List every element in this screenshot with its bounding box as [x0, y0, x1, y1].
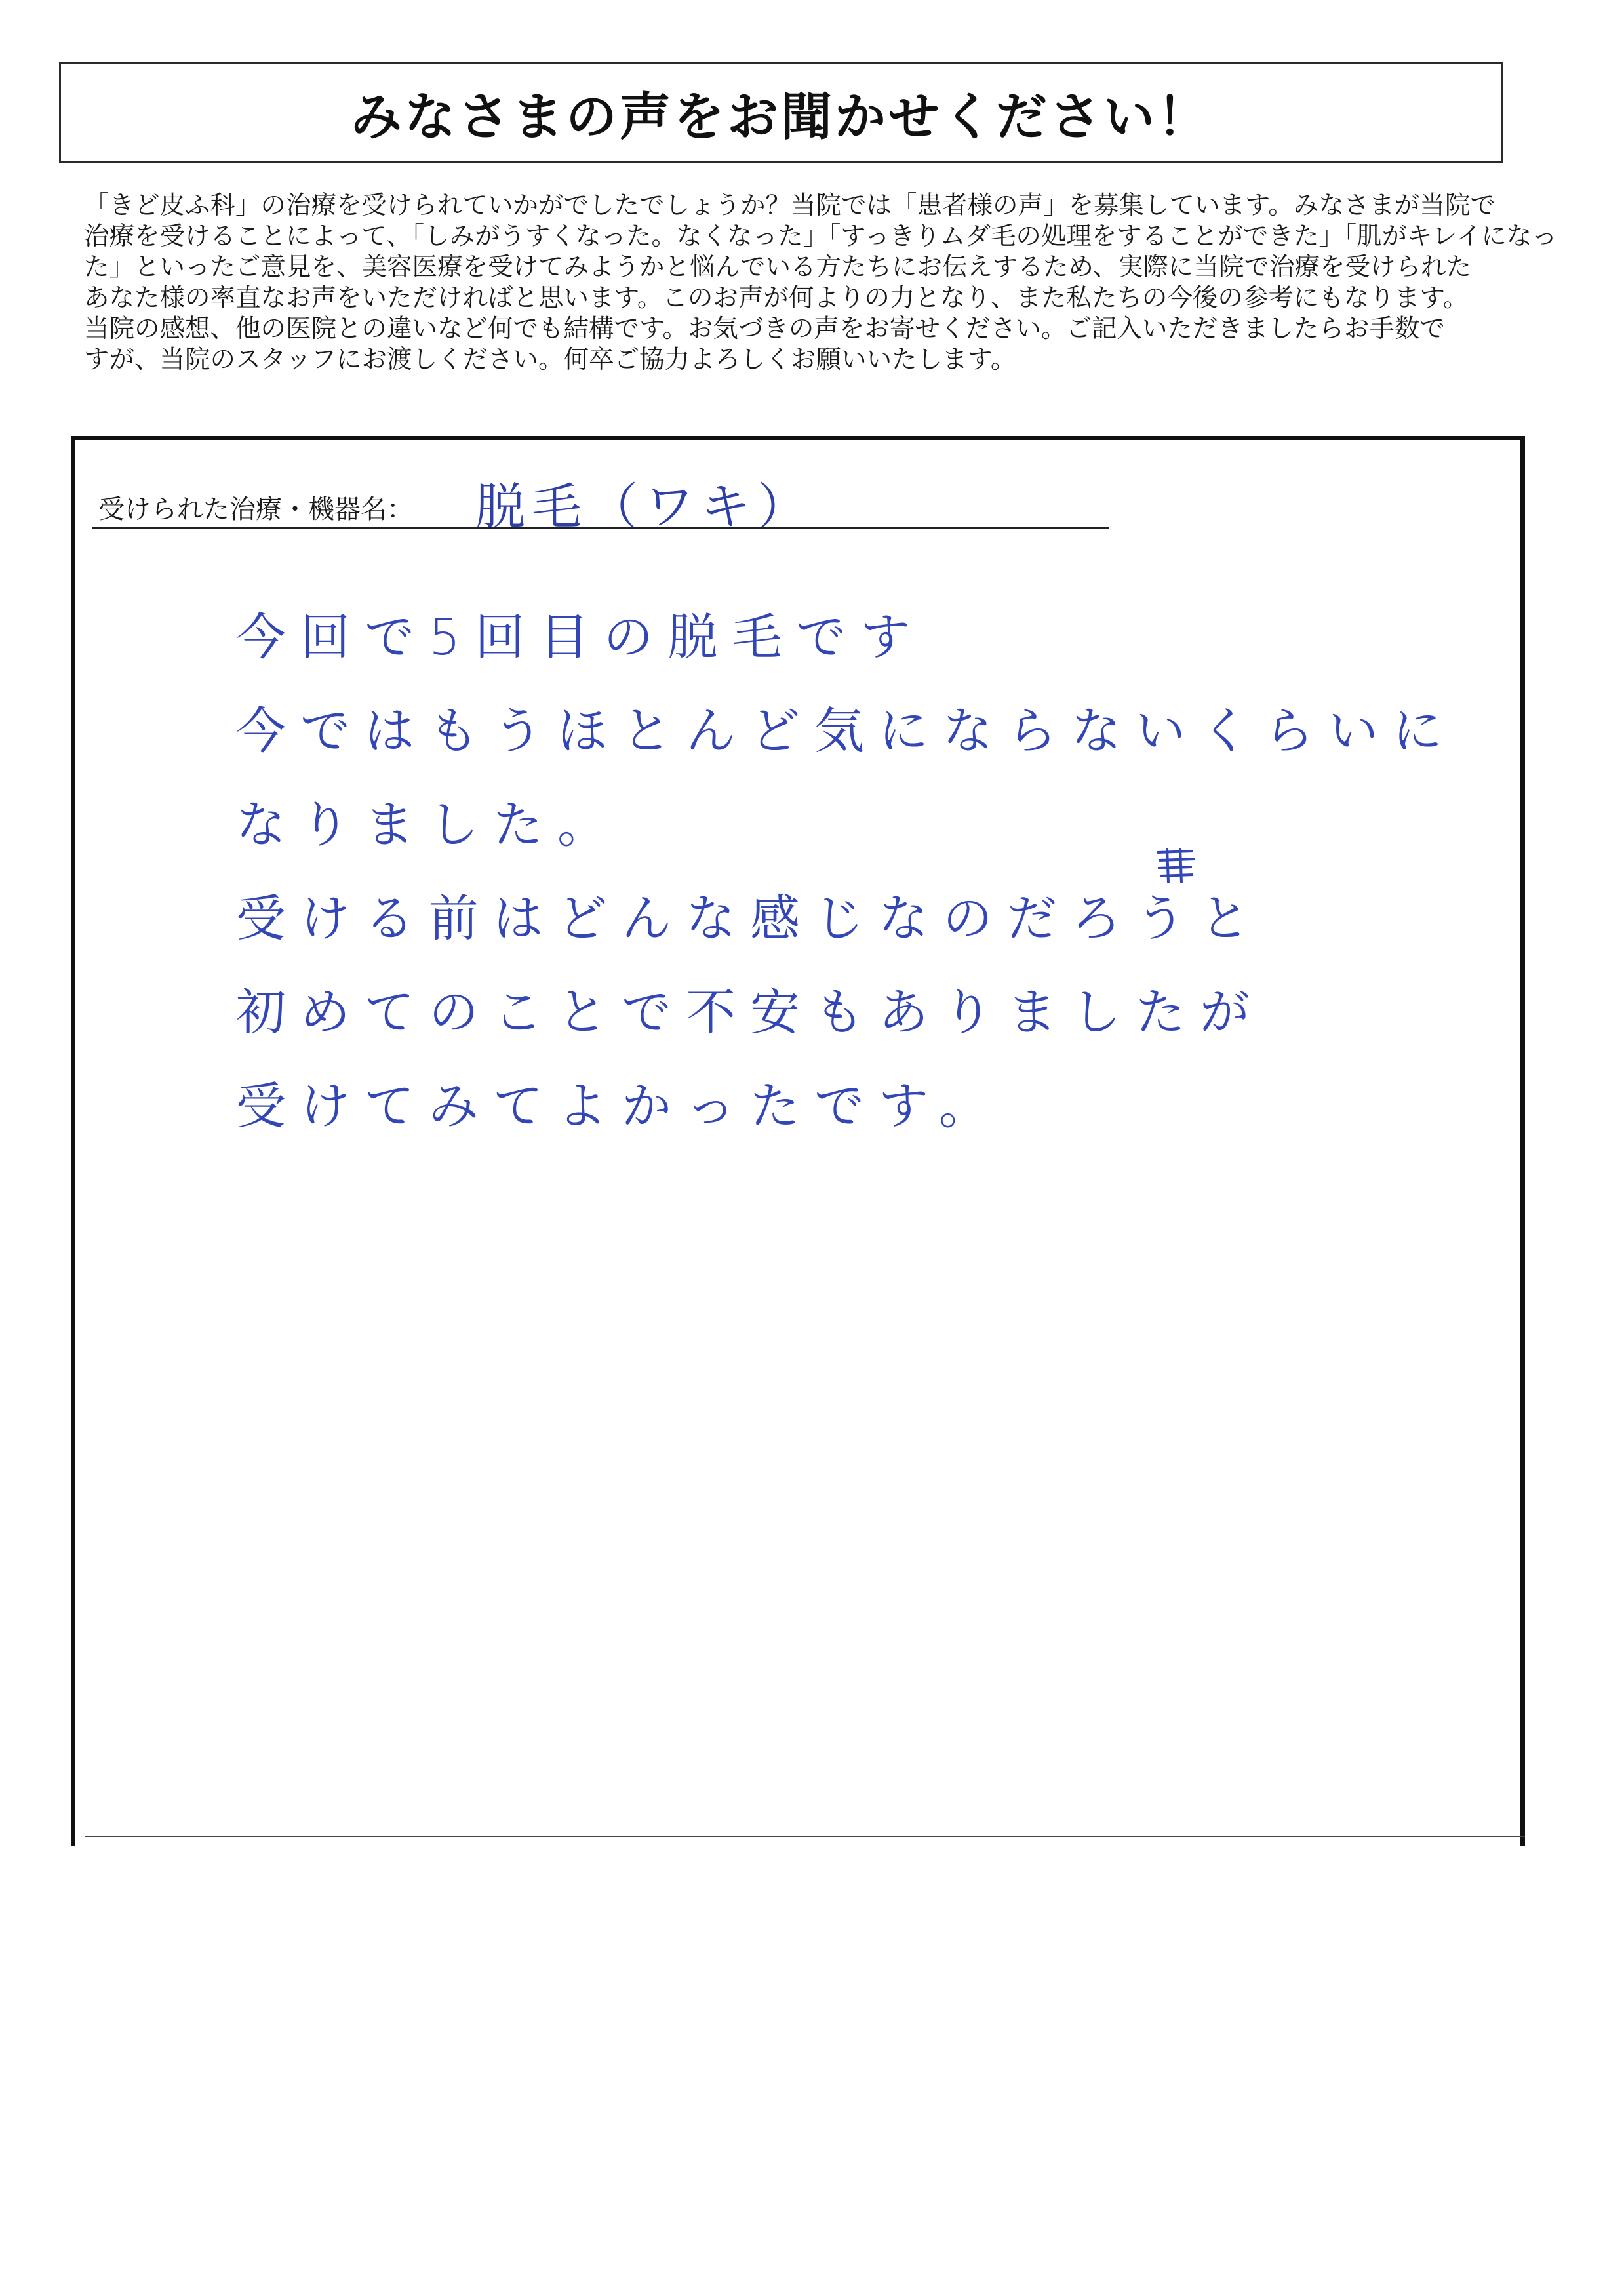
- treatment-value: 脱毛（ワキ）: [475, 477, 814, 536]
- handwritten-comment: [236, 590, 1457, 1153]
- comment-line: 初めてのことで不安もありましたが: [236, 983, 1264, 1041]
- intro-line: 「きど皮ふ科」の治療を受けられていかがでしたでしょうか？当院では「患者様の声」を募集しています。みなさまが当院で: [84, 191, 1495, 220]
- intro-line: あなた様の率直なお声をいただければと思います。このお声が何よりの力となり、また私たちの今後の参考にもなります。: [84, 283, 1469, 313]
- title-box: [59, 62, 1503, 163]
- treatment-label: 受けられた治療・機器名：: [98, 494, 413, 525]
- treatment-underline: [92, 527, 1109, 529]
- intro-line: た」といったご意見を、美容医療を受けてみようかと悩んでいる方たちにお伝えするため、実際に当院で治療を受けられた: [84, 252, 1471, 282]
- comment-line: なりました。: [236, 795, 622, 854]
- intro-line: すが、当院のスタッフにお渡しください。何卒ご協力よろしくお願いいたします。: [84, 345, 1016, 374]
- intro-line: 治療を受けることによって、「しみがうすくなった。なくなった」「すっきりムダ毛の処理をすることができた」「肌がキレイになっ: [84, 222, 1557, 251]
- form-bottom-border: [85, 1836, 1525, 1837]
- scribble-mark: [1154, 846, 1200, 885]
- intro-paragraph: [84, 190, 1557, 375]
- comment-line: 受けてみてよかったです。: [236, 1077, 1003, 1135]
- page-title: みなさまの声をお聞かせください！: [350, 87, 1211, 147]
- intro-line: 当院の感想、他の医院との違いなど何でも結構です。お気づきの声をお寄せください。ご記入いただきましたらお手数で: [84, 314, 1445, 344]
- comment-line: 今ではもうほとんど気にならないくらいに: [236, 702, 1457, 760]
- comment-line: 今回で5回目の脱毛です: [236, 608, 925, 666]
- comment-line: 受ける前はどんな感じなのだろうと: [236, 889, 1264, 948]
